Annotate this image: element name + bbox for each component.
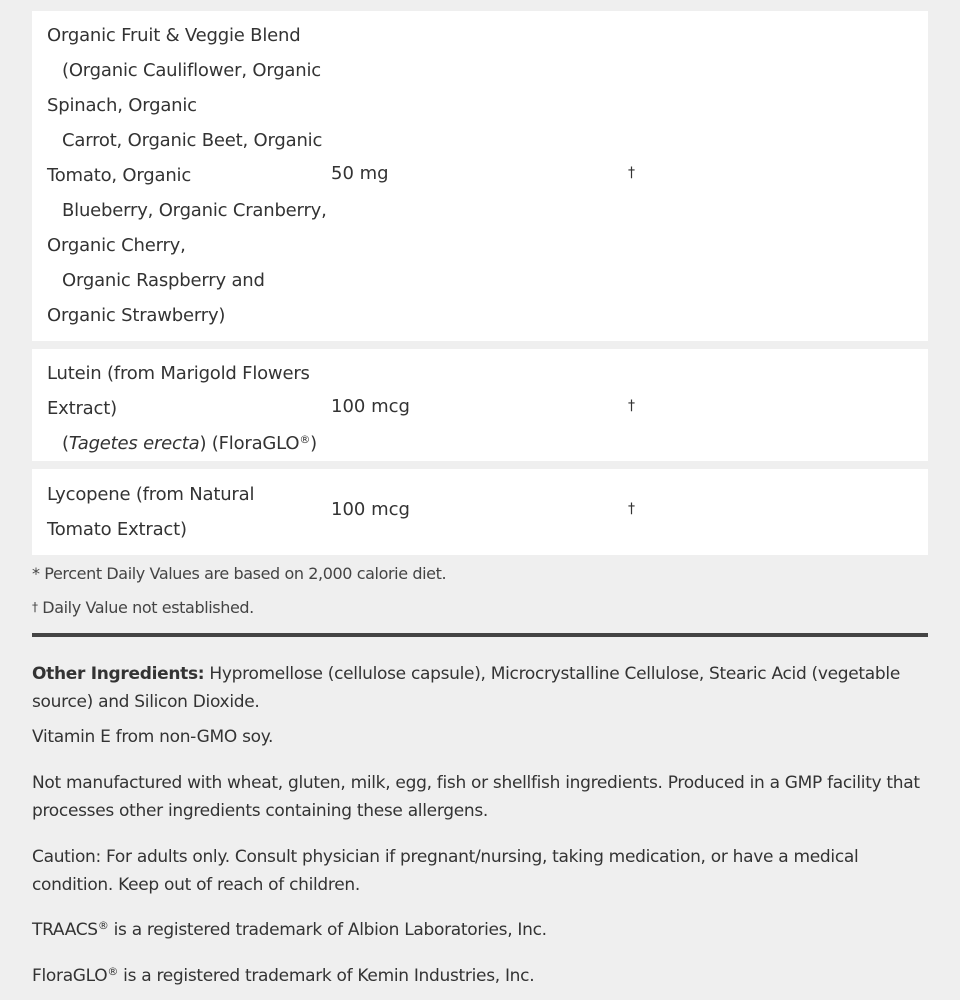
trademark-text: is a registered trademark of Kemin Industries, Inc. — [118, 966, 535, 986]
brand-name: (FloraGLO — [211, 433, 300, 454]
botanical-name: Tagetes erecta — [68, 433, 200, 454]
registered-mark: ® — [299, 433, 311, 446]
ingredient-name-line: Organic Raspberry and — [62, 270, 265, 291]
ingredient-name-line: (Organic Cauliflower, Organic — [62, 60, 321, 81]
dagger-text: Daily Value not established. — [42, 598, 254, 617]
ingredient-name — [47, 477, 337, 547]
caution-line: Caution: For adults only. Consult physician if pregnant/nursing, taking medication, or have a medical — [32, 847, 859, 867]
trademark-name: FloraGLO — [32, 966, 108, 986]
ingredient-name-line: Tomato, Organic — [47, 165, 192, 186]
ingredient-name-line: Organic Strawberry) — [47, 305, 226, 326]
supplement-table — [32, 11, 928, 555]
vitamin-e-note: Vitamin E from non-GMO soy. — [32, 727, 274, 747]
daily-value: † — [628, 398, 635, 414]
ingredient-amount: 100 mcg — [331, 396, 410, 417]
other-ingredients-text-2: source) and Silicon Dioxide. — [32, 692, 260, 712]
ingredient-name — [47, 18, 337, 333]
traacs-trademark — [32, 916, 932, 944]
allergen-statement — [32, 769, 932, 825]
daily-value: † — [628, 165, 635, 181]
ingredient-name-line: Spinach, Organic — [47, 95, 197, 116]
registered-mark: ® — [97, 919, 109, 932]
ingredient-amount: 50 mg — [331, 163, 389, 184]
table-row — [32, 469, 928, 555]
ingredient-name-line: Organic Fruit & Veggie Blend — [47, 25, 301, 46]
section-divider — [32, 633, 928, 637]
other-ingredients — [32, 660, 932, 716]
ingredient-name-line: Lutein (from Marigold Flowers — [47, 363, 310, 384]
trademark-text: is a registered trademark of Albion Laboratories, Inc. — [108, 920, 547, 940]
other-ingredients-label: Other Ingredients: — [32, 664, 205, 684]
allergen-line: processes other ingredients containing these allergens. — [32, 801, 488, 821]
ingredient-name-line: (Tagetes erecta) (FloraGLO®) — [62, 433, 317, 454]
ingredient-amount: 100 mcg — [331, 499, 410, 520]
ingredient-name-line: Extract) — [47, 398, 117, 419]
percent-dv-footnote: * Percent Daily Values are based on 2,000 calorie diet. — [32, 564, 447, 583]
registered-mark: ® — [107, 965, 119, 978]
ingredient-name-line: Blueberry, Organic Cranberry, — [62, 200, 327, 221]
closing-paren: ) — [310, 433, 317, 454]
dagger-symbol: † — [32, 600, 38, 614]
floraglo-trademark — [32, 962, 932, 990]
daily-value: † — [628, 501, 635, 517]
caution-statement — [32, 843, 932, 899]
dagger-footnote — [32, 598, 254, 617]
ingredient-name-line: Organic Cherry, — [47, 235, 186, 256]
trademark-name: TRAACS — [32, 920, 98, 940]
caution-line: condition. Keep out of reach of children. — [32, 875, 360, 895]
ingredient-name-line: Lycopene (from Natural — [47, 484, 255, 505]
allergen-line: Not manufactured with wheat, gluten, milk, egg, fish or shellfish ingredients. Produced in a GMP facility that — [32, 773, 920, 793]
table-row — [32, 11, 928, 341]
ingredient-name-line: Tomato Extract) — [47, 519, 187, 540]
ingredient-name-line: Carrot, Organic Beet, Organic — [62, 130, 323, 151]
other-ingredients-text: Hypromellose (cellulose capsule), Microcrystalline Cellulose, Stearic Acid (vegetable — [204, 664, 900, 684]
ingredient-name — [47, 356, 337, 461]
table-row — [32, 349, 928, 461]
